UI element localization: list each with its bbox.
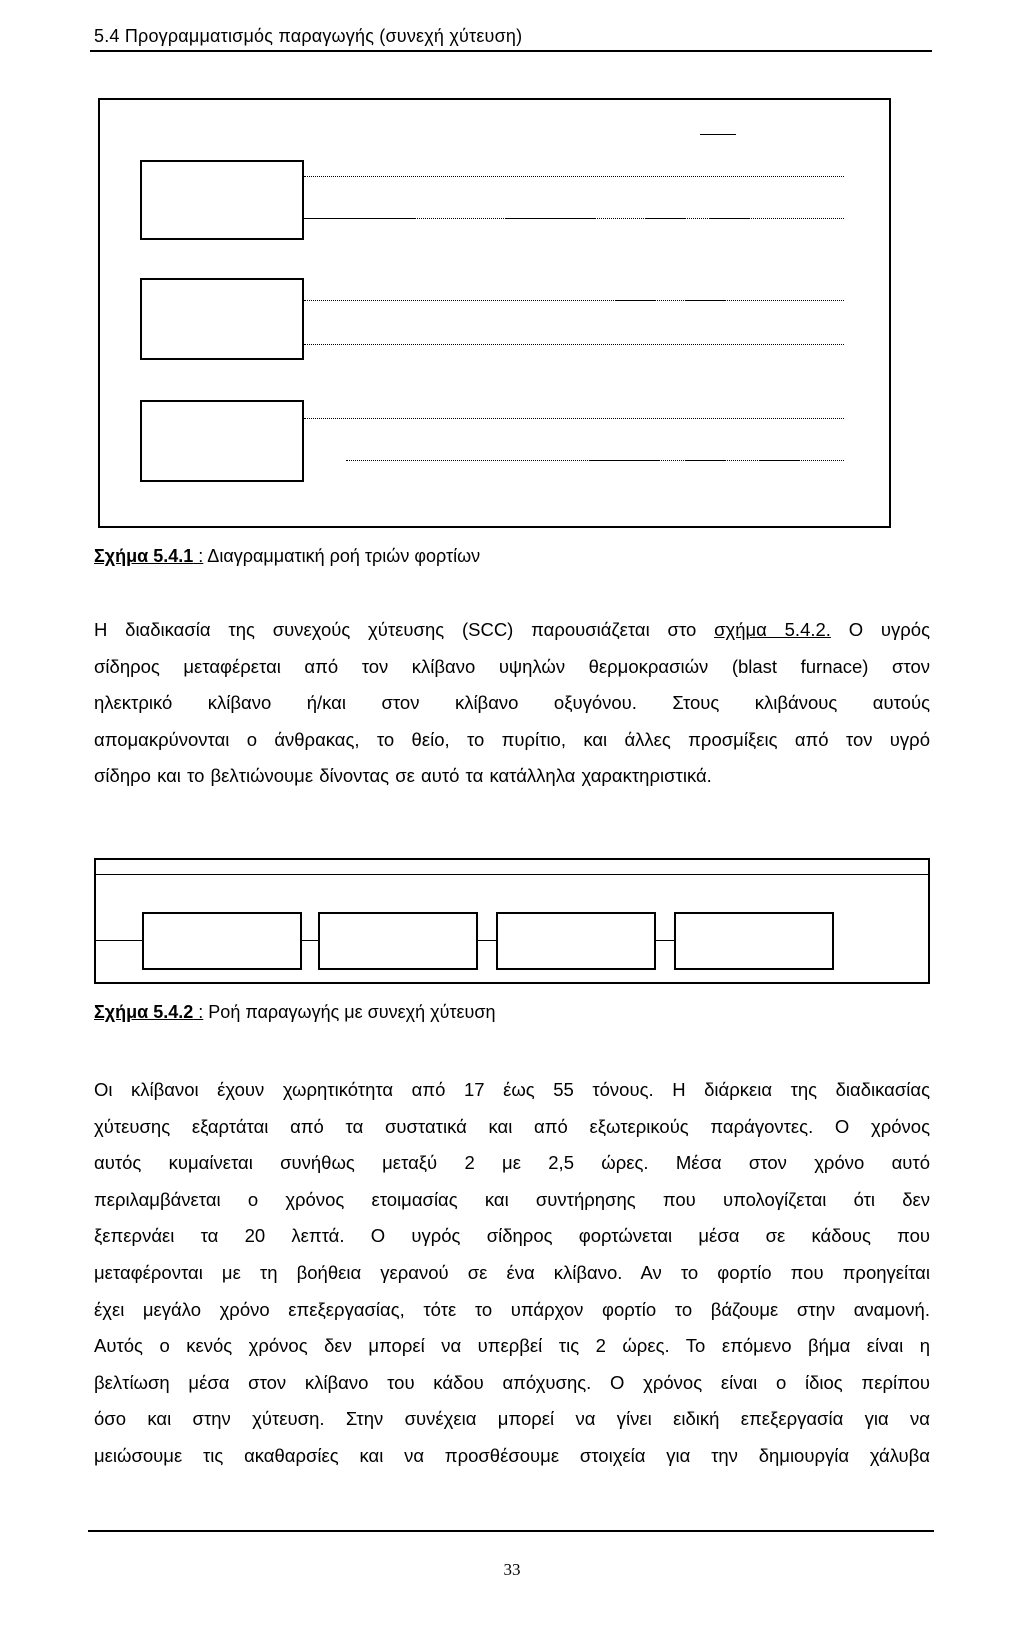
paragraph-line: Οι κλίβανοι έχουν χωρητικότητα από 17 έως 55 τόνους. Η διάρκεια της διαδικασίας xyxy=(94,1079,930,1100)
running-header: 5.4 Προγραμματισμός παραγωγής (συνεχή χύτευση) xyxy=(94,26,523,46)
paragraph-line: Η διαδικασία της συνεχούς χύτευσης (SCC) παρουσιάζεται στο σχήμα 5.4.2. Ο υγρός xyxy=(94,619,931,640)
load-3-seg-3 xyxy=(760,460,800,461)
paragraph-line: αυτός κυμαίνεται συνήθως μεταξύ 2 με 2,5 ώρες. Μέσα στον χρόνο αυτό xyxy=(94,1152,930,1174)
paragraph-line: όσο και στην χύτευση. Στην συνέχεια μπορεί να γίνει ειδική επεξεργασία για να xyxy=(94,1408,930,1430)
figure-5-4-2-caption xyxy=(94,1002,496,1023)
paragraph-line: σίδηρο και το βελτιώνουμε δίνοντας σε αυτό τα κατάλληλα χαρακτηριστικά. xyxy=(94,765,712,787)
load-3-line-a xyxy=(304,418,844,419)
flow-connector xyxy=(478,940,496,941)
paragraph-2 xyxy=(94,1072,930,1475)
paragraph-line: Αυτός ο κενός χρόνος δεν μπορεί να υπερβεί τις 2 ώρες. Το επόμενο βήμα είναι η xyxy=(94,1335,930,1357)
flow-connector xyxy=(656,940,674,941)
paragraph-line: απομακρύνονται ο άνθρακας, το θείο, το πυρίτιο, και άλλες προσμίξεις από τον υγρό xyxy=(94,728,930,750)
load-1-seg-2 xyxy=(505,218,595,219)
paragraph-line: μεταφέρονται με τη βοήθεια γερανού σε ένα κλίβανο. Αν το φορτίο που προηγείται xyxy=(94,1261,930,1283)
load-2-box xyxy=(140,278,304,360)
figure-label: Σχήμα 5.4.2 xyxy=(94,1002,194,1022)
paragraph-line: ηλεκτρικό κλίβανο ή/και στον κλίβανο οξυγόνου. Στους κλιβάνους αυτούς xyxy=(94,692,930,714)
flow-connector xyxy=(96,940,142,941)
figure-label: Σχήμα 5.4.1 xyxy=(94,546,194,566)
figure-reference-link[interactable]: σχήμα 5.4.2. xyxy=(714,619,831,640)
load-3-seg-2 xyxy=(686,460,726,461)
paragraph-line: έχει μεγάλο χρόνο επεξεργασίας, τότε το υπάρχον φορτίο το βάζουμε στην αναμονή. xyxy=(94,1298,930,1320)
caption-separator: : xyxy=(193,546,204,566)
paragraph-line: σίδηρος μεταφέρεται από τον κλίβανο υψηλών θερμοκρασιών (blast furnace) στον xyxy=(94,655,930,677)
caption-text: Ροή παραγωγής με συνεχή χύτευση xyxy=(203,1002,496,1022)
load-2-seg-1 xyxy=(616,300,656,301)
figure-5-4-1-frame xyxy=(98,98,891,528)
caption-separator: : xyxy=(193,1002,204,1022)
paragraph-line: χύτευσης εξαρτάται από τα συστατικά και από εξωτερικούς παράγοντες. Ο χρόνος xyxy=(94,1115,930,1137)
process-box-1 xyxy=(142,912,302,970)
paragraph-line: βελτίωση μέσα στον κλίβανο του κάδου απόχυσης. Ο χρόνος είναι ο ίδιος περίπου xyxy=(94,1371,930,1393)
load-1-box xyxy=(140,160,304,240)
load-1-seg-4 xyxy=(710,218,750,219)
process-box-2 xyxy=(318,912,478,970)
paragraph-line: ξεπερνάει τα 20 λεπτά. Ο υγρός σίδηρος φορτώνεται μέσα σε κάδους που xyxy=(94,1225,930,1247)
timeline-marker xyxy=(700,134,736,135)
header-rule xyxy=(90,50,932,52)
process-box-4 xyxy=(674,912,834,970)
load-2-seg-2 xyxy=(686,300,726,301)
load-2-line-b xyxy=(304,344,844,345)
load-1-seg-1 xyxy=(306,218,416,219)
footer-rule xyxy=(88,1530,934,1532)
paragraph-line: περιλαμβάνεται ο χρόνος ετοιμασίας και συντήρησης που υπολογίζεται ότι δεν xyxy=(94,1188,930,1210)
load-2-line-a xyxy=(304,300,844,301)
load-1-seg-3 xyxy=(645,218,685,219)
figure-5-4-2-frame xyxy=(94,858,930,984)
load-1-line-a xyxy=(304,176,844,177)
figure-top-rule xyxy=(96,874,930,875)
flow-connector xyxy=(302,940,318,941)
page-number: 33 xyxy=(503,1560,521,1579)
paragraph-1 xyxy=(94,612,930,795)
caption-text: Διαγραμματική ροή τριών φορτίων xyxy=(203,546,481,566)
load-3-seg-1 xyxy=(590,460,660,461)
paragraph-line: μειώσουμε τις ακαθαρσίες και να προσθέσουμε στοιχεία για την δημιουργία χάλυβα xyxy=(94,1444,930,1466)
figure-5-4-1-caption xyxy=(94,546,480,567)
load-3-box xyxy=(140,400,304,482)
process-box-3 xyxy=(496,912,656,970)
